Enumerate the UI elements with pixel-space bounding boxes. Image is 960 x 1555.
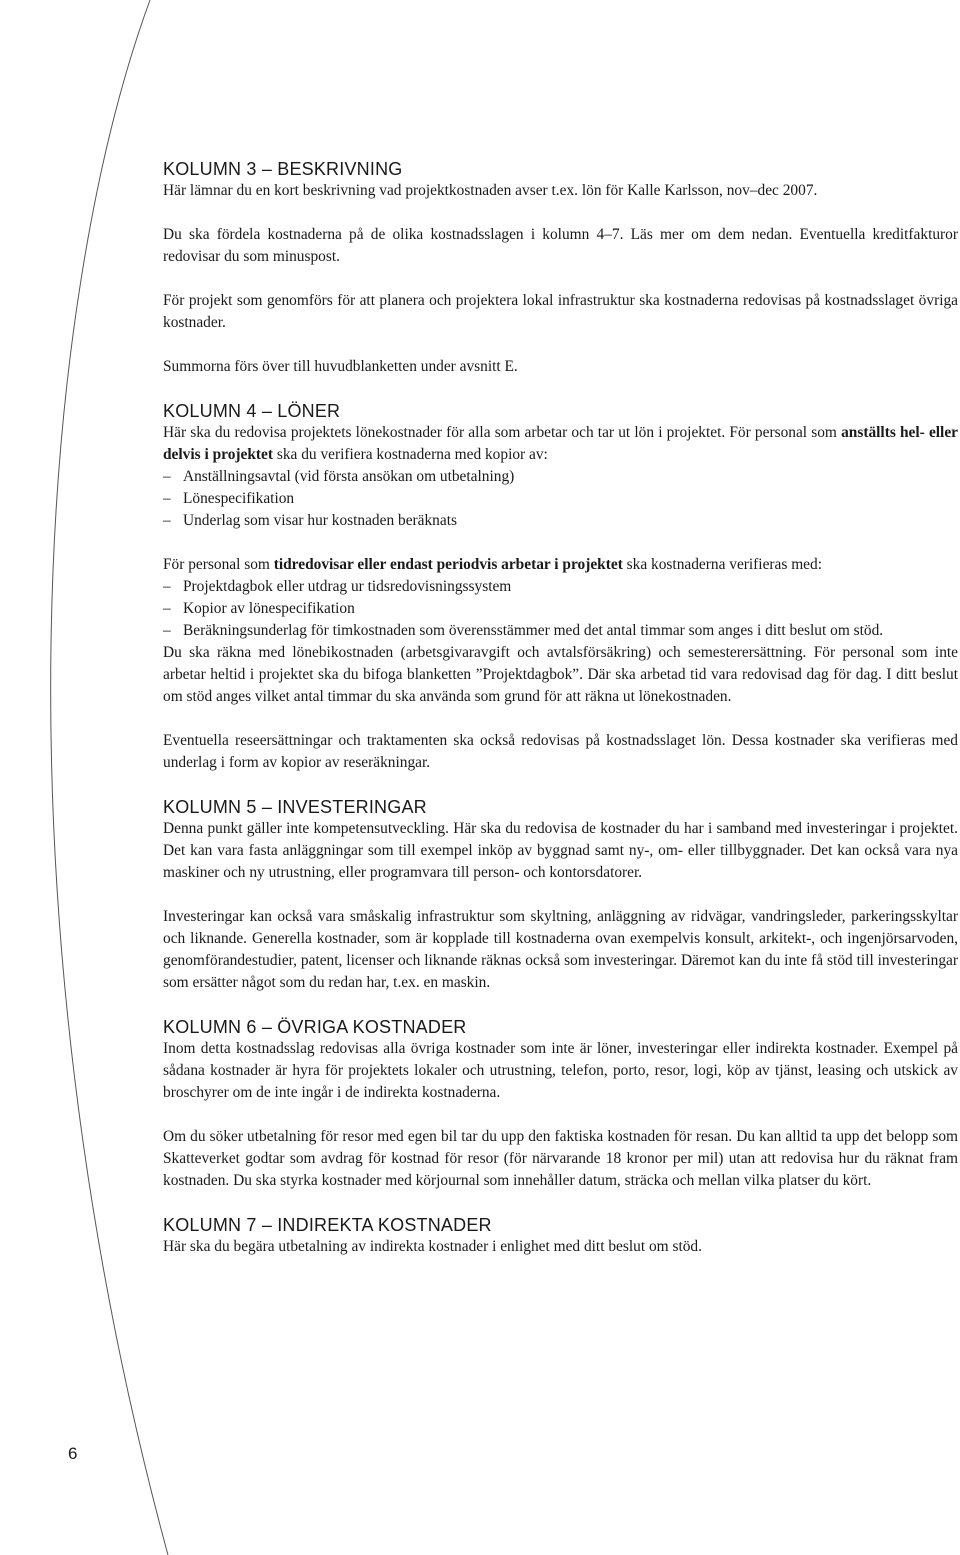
paragraph: För projekt som genomförs för att planera och projektera lokal infrastruktur ska kostnaderna redovisas på kostnadsslaget övriga kostnader. [163, 292, 958, 331]
paragraph: Inom detta kostnadsslag redovisas alla övriga kostnader som inte är löner, investeringar eller indirekta kostnader. Exempel på sådana kostnader är hyra för projektets lokaler och utrustning, telefon, porto, resor, logi, köp av tjänst, leasing och utskick av broschyrer om de inte ingår i de indirekta kostnaderna. [163, 1040, 958, 1101]
section-kolumn-3 [163, 158, 958, 378]
paragraph: Här lämnar du en kort beskrivning vad projektkostnaden avser t.ex. lön för Kalle Karlsson, nov–dec 2007. [163, 182, 818, 199]
paragraph: Du ska räkna med lönebikostnaden (arbetsgivaravgift och avtalsförsäkring) och semesterersättning. För personal som inte arbetar heltid i projektet ska du bifoga blanketten ”Projektdagbok”. Där ska arbetad tid vara redovisad dag för dag. I ditt beslut om stöd anges vilket antal timmar du ska använda som grund för att räkna ut lönekostnaden. [163, 644, 958, 705]
section-kolumn-4 [163, 400, 958, 774]
section-heading: KOLUMN 6 – ÖVRIGA KOSTNADER [163, 1017, 467, 1037]
paragraph: Här ska du begära utbetalning av indirekta kostnader i enlighet med ditt beslut om stöd. [163, 1238, 702, 1255]
paragraph: Investeringar kan också vara småskalig infrastruktur som skyltning, anläggning av ridvägar, vandringsleder, parkeringsskyltar och liknande. Generella kostnader, som är kopplade till kostnaderna ovan exempelvis konsult, arkitekt-, och ingenjörsarvoden, genomförandestudier, patent, licenser och liknande räknas också som investeringar. Däremot kan du inte få stöd till investeringar som ersätter något som du redan har, t.ex. en maskin. [163, 908, 958, 991]
section-heading: KOLUMN 7 – INDIREKTA KOSTNADER [163, 1215, 492, 1235]
paragraph: Du ska fördela kostnaderna på de olika kostnadsslagen i kolumn 4–7. Läs mer om dem nedan. Eventuella kreditfakturor redovisar du som minuspost. [163, 226, 958, 265]
dash-list [163, 466, 958, 532]
list-item: – Anställningsavtal (vid första ansökan om utbetalning) [163, 466, 958, 488]
section-kolumn-6 [163, 1016, 958, 1192]
paragraph: Summorna förs över till huvudblanketten under avsnitt E. [163, 358, 518, 375]
list-item: – Kopior av lönespecifikation [163, 598, 958, 620]
section-heading: KOLUMN 3 – BESKRIVNING [163, 159, 403, 179]
paragraph: Denna punkt gäller inte kompetensutveckling. Här ska du redovisa de kostnader du har i samband med investeringar i projektet. Det kan vara fasta anläggningar som till exempel inköp av byggnad samt ny-, om- eller tillbyggnader. Det kan också vara nya maskiner och ny utrustning, eller programvara till person- och kontorsdatorer. [163, 820, 958, 881]
paragraph: Här ska du redovisa projektets lönekostnader för alla som arbetar och tar ut lön i projektet. För personal som anställts hel- eller delvis i projektet ska du verifiera kostnaderna med kopior av: [163, 424, 958, 463]
section-heading: KOLUMN 4 – LÖNER [163, 401, 341, 421]
section-heading: KOLUMN 5 – INVESTERINGAR [163, 797, 427, 817]
list-item: – Projektdagbok eller utdrag ur tidsredovisningssystem [163, 576, 958, 598]
list-item: – Beräkningsunderlag för timkostnaden som överensstämmer med det antal timmar som anges i ditt beslut om stöd. [163, 620, 958, 642]
list-item: – Lönespecifikation [163, 488, 958, 510]
document-body [163, 158, 958, 1258]
paragraph: Eventuella reseersättningar och traktamenten ska också redovisas på kostnadsslaget lön. Dessa kostnader ska verifieras med underlag i form av kopior av reseräkningar. [163, 732, 958, 771]
paragraph: För personal som tidredovisar eller endast periodvis arbetar i projektet ska kostnaderna verifieras med: [163, 556, 822, 573]
paragraph: Om du söker utbetalning för resor med egen bil tar du upp den faktiska kostnaden för resan. Du kan alltid ta upp det belopp som Skatteverket godtar som avdrag för kostnad för resor (för närvarande 18 kronor per mil) utan att redovisa hur du räknat fram kostnaden. Du ska styrka kostnader med körjournal som innehåller datum, sträcka och mellan vilka platser du kört. [163, 1128, 958, 1189]
section-kolumn-7 [163, 1214, 958, 1258]
section-kolumn-5 [163, 796, 958, 994]
dash-list [163, 576, 958, 642]
page-number: 6 [68, 1444, 78, 1463]
list-item: – Underlag som visar hur kostnaden beräknats [163, 510, 958, 532]
